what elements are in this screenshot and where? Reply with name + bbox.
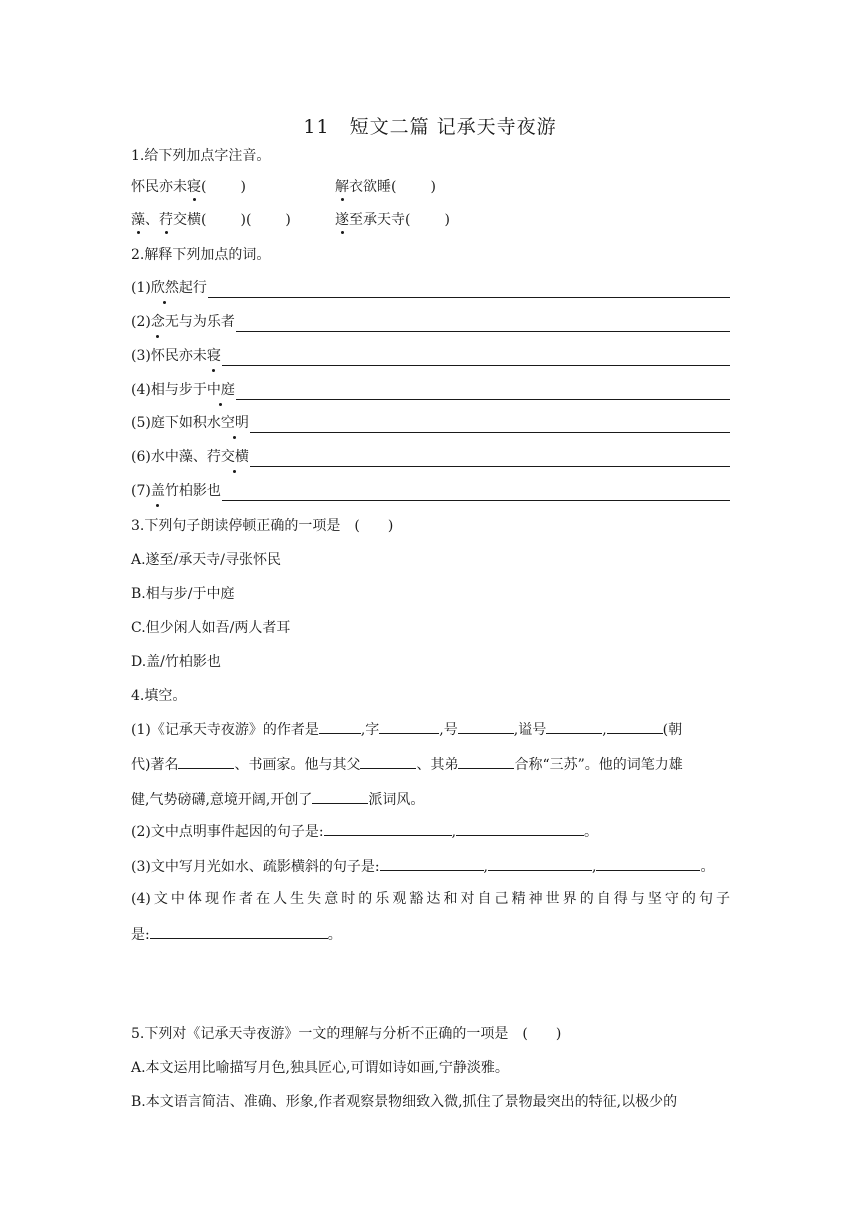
dotted-char: 藻: [131, 212, 145, 228]
answer-blank[interactable]: [150, 924, 328, 939]
q1-word: 至承天寺: [349, 212, 405, 228]
q2-item: [131, 346, 730, 366]
page-title: 11 短文二篇 记承天寺夜游: [303, 116, 557, 138]
paren-close: ): [430, 179, 436, 195]
answer-blank[interactable]: [546, 719, 602, 734]
answer-line[interactable]: [250, 417, 730, 433]
q4-text: (1)《记承天寺夜游》的作者是: [131, 722, 319, 738]
q2-item: [131, 380, 730, 400]
item-text: 起行: [178, 280, 207, 296]
item-number: (1): [131, 280, 151, 296]
q1-row1-left: [131, 177, 246, 197]
answer-line[interactable]: [208, 282, 730, 298]
q4-text: 。: [700, 859, 715, 875]
q3-option-c[interactable]: C.但少闲人如吾/两人者耳: [131, 620, 291, 636]
q1-word: 、: [145, 212, 159, 228]
q1-row2-left: [131, 210, 291, 230]
answer-blank[interactable]: [488, 856, 592, 871]
q4-text: 派词风。: [368, 792, 425, 808]
answer-line[interactable]: [250, 451, 730, 467]
paren-open: (: [391, 179, 397, 195]
item-number: (3): [131, 348, 151, 364]
q4-part3: [131, 856, 714, 877]
paren-open: (: [245, 212, 252, 228]
q4-text: ,号: [439, 722, 458, 738]
dotted-char: 荇: [159, 212, 173, 228]
item-text: 怀民亦未: [150, 348, 207, 364]
answer-blank[interactable]: [178, 754, 234, 769]
paren-open: (: [405, 212, 411, 228]
q2-stem: 2.解释下列加点的词。: [131, 247, 271, 263]
q4-stem: 4.填空。: [131, 688, 187, 704]
dotted-word: 空明: [220, 415, 249, 431]
q2-item: [131, 481, 730, 501]
answer-line[interactable]: [222, 350, 730, 366]
item-text: 无与为乐者: [164, 314, 235, 330]
q3-option-b[interactable]: B.相与步/于中庭: [131, 586, 235, 602]
paren-close: ): [285, 212, 291, 228]
q4-text: (3)文中写月光如水、疏影横斜的句子是:: [131, 859, 380, 875]
q2-item: [131, 413, 730, 433]
dotted-word: 盖: [150, 483, 165, 499]
q3-option-a[interactable]: A.遂至/承天寺/寻张怀民: [131, 552, 281, 568]
q5-option-b[interactable]: B.本文语言简洁、准确、形象,作者观察景物细致入微,抓住了景物最突出的特征,以极少的: [131, 1094, 678, 1110]
q1-stem: 1.给下列加点字注音。: [131, 148, 271, 164]
q2-item: [131, 312, 730, 332]
item-number: (7): [131, 483, 151, 499]
q3-stem: 3.下列句子朗读停顿正确的一项是 ( ): [131, 518, 394, 534]
dotted-char: 寝: [187, 179, 201, 195]
item-text: 庭: [220, 382, 235, 398]
q4-text: 健,气势磅礴,意境开阔,开创了: [131, 792, 313, 808]
q5-stem: 5.下列对《记承天寺夜游》一文的理解与分析不正确的一项是 ( ): [131, 1026, 562, 1042]
answer-line[interactable]: [222, 485, 730, 501]
q4-text: 。: [327, 927, 342, 943]
q4-part2: [131, 821, 598, 842]
answer-blank[interactable]: [312, 789, 368, 804]
answer-blank[interactable]: [458, 719, 514, 734]
q4-text: (朝: [662, 722, 683, 738]
answer-blank[interactable]: [596, 856, 700, 871]
q4-part1: [131, 713, 730, 818]
q4-text: ,: [483, 859, 488, 875]
q4-text: ,字: [360, 722, 380, 738]
q1-row2-right: [335, 210, 450, 230]
answer-blank[interactable]: [607, 719, 663, 734]
q2-item: [131, 278, 730, 298]
paren-close: ): [240, 179, 246, 195]
q4-text: 、其弟: [416, 757, 459, 773]
q4-text: 代)著名: [131, 757, 179, 773]
item-number: (6): [131, 449, 151, 465]
q2-item: [131, 447, 730, 467]
answer-line[interactable]: [236, 384, 730, 400]
q4-text: 。: [584, 824, 599, 840]
q1-word: 衣欲睡: [349, 179, 391, 195]
q4-text: 是:: [131, 927, 150, 943]
q4-text: ,: [451, 824, 457, 840]
paren-open: (: [201, 212, 207, 228]
paren-close: ): [240, 212, 246, 228]
answer-blank[interactable]: [458, 754, 514, 769]
dotted-word: 交横: [220, 449, 249, 465]
item-number: (2): [131, 314, 151, 330]
q1-word: 怀民亦未: [131, 179, 187, 195]
answer-blank[interactable]: [319, 719, 361, 734]
q3-option-d[interactable]: D.盖/竹柏影也: [131, 654, 221, 670]
item-text: 水中藻、荇: [150, 449, 221, 465]
q5-option-a[interactable]: A.本文运用比喻描写月色,独具匠心,可谓如诗如画,宁静淡雅。: [131, 1060, 509, 1076]
item-text: 庭下如积水: [150, 415, 221, 431]
q4-part4-line2: [131, 924, 342, 945]
paren-close: ): [444, 212, 450, 228]
q4-text: ,: [602, 722, 607, 738]
item-number: (5): [131, 415, 151, 431]
answer-blank[interactable]: [456, 821, 584, 836]
q1-row1-right: [335, 177, 436, 197]
dotted-word: 欣然: [150, 280, 179, 296]
answer-line[interactable]: [236, 316, 730, 332]
answer-blank[interactable]: [380, 856, 484, 871]
q4-text: (2)文中点明事件起因的句子是:: [131, 824, 324, 840]
dotted-char: 解: [335, 179, 349, 195]
dotted-word: 寝: [206, 348, 221, 364]
q4-text: ,: [592, 859, 597, 875]
dotted-char: 遂: [335, 212, 349, 228]
item-text: 竹柏影也: [164, 483, 221, 499]
answer-blank[interactable]: [360, 754, 416, 769]
q1-word: 交横: [173, 212, 201, 228]
paren-open: (: [201, 179, 207, 195]
answer-blank[interactable]: [379, 719, 439, 734]
dotted-word: 念: [150, 314, 165, 330]
item-text: 相与步于中: [150, 382, 221, 398]
q4-text: 、书画家。他与其父: [234, 757, 361, 773]
q4-text: ,谥号: [513, 722, 547, 738]
q4-text: 合称“三苏”。他的词笔力雄: [514, 757, 683, 773]
answer-blank[interactable]: [324, 821, 452, 836]
q4-part4-line1: (4)文中体现作者在人生失意时的乐观豁达和对自己精神世界的自得与坚守的句子: [131, 891, 730, 907]
item-number: (4): [131, 382, 151, 398]
